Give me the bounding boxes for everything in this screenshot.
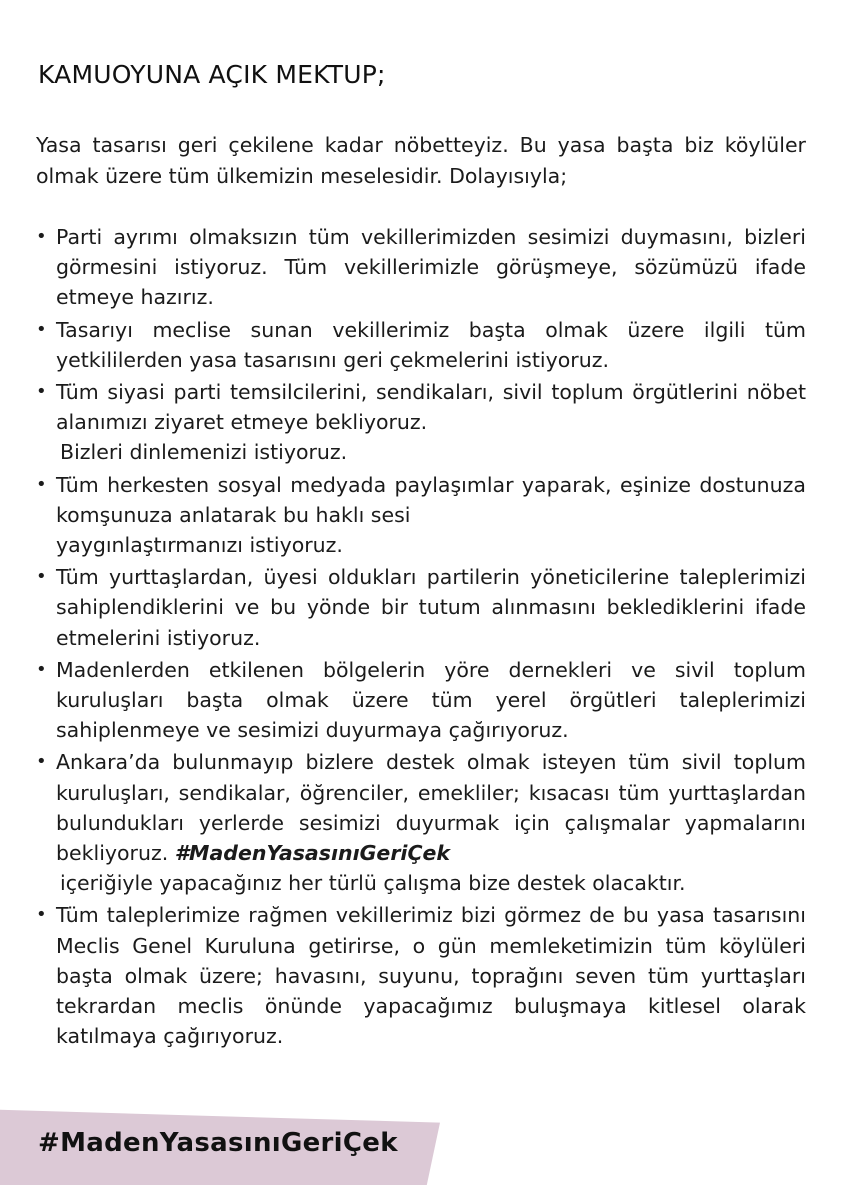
page-title: KAMUOYUNA AÇIK MEKTUP; xyxy=(38,60,386,89)
list-item-text: Parti ayrımı olmaksızın tüm vekillerimizden sesimizi duymasını, bizleri görmesini istiyoruz. Tüm vekillerimizle görüşmeye, sözümüzü ifade etmeye hazırız. xyxy=(56,225,806,310)
list-item xyxy=(36,377,806,468)
list-item xyxy=(36,315,806,375)
list-item-extra: Bizleri dinlemenizi istiyoruz. xyxy=(60,440,348,465)
list-item-text: Tüm siyasi parti temsilcilerini, sendikaları, sivil toplum örgütlerini nöbet alanımızı ziyaret etmeye bekliyoruz. xyxy=(56,380,806,435)
list-item xyxy=(36,900,806,1051)
list-item xyxy=(36,470,806,561)
list-item xyxy=(36,747,806,898)
list-item-text: Tasarıyı meclise sunan vekillerimiz başta olmak üzere ilgili tüm yetkililerden yasa tasarısını geri çekmelerini istiyoruz. xyxy=(56,317,806,372)
intro-paragraph: Yasa tasarısı geri çekilene kadar nöbetteyiz. Bu yasa başta biz köylüler olmak üzere tüm ülkemizin meselesidir. Dolayısıyla; xyxy=(36,133,806,188)
bullet-icon: • xyxy=(36,473,47,495)
bullet-icon: • xyxy=(36,318,47,340)
bullet-icon: • xyxy=(36,658,47,680)
bullet-icon: • xyxy=(36,226,47,247)
list-item xyxy=(36,655,806,746)
inline-hashtag: #MadenYasasınıGeriÇek xyxy=(174,841,451,866)
list-item-extra: içeriğiyle yapacağınız her türlü çalışma bize destek olacaktır. xyxy=(60,871,686,896)
list-item-text: Tüm herkesten sosyal medyada paylaşımlar yaparak, eşinize dostunuza komşunuza anlatarak bu haklı sesi xyxy=(56,472,806,527)
footer-hashtag: #MadenYasasınıGeriÇek xyxy=(38,1128,398,1158)
list-item xyxy=(36,222,806,313)
bullet-icon: • xyxy=(36,381,47,403)
list-item-extra: yaygınlaştırmanızı istiyoruz. xyxy=(56,533,343,558)
list-item-text: Tüm yurttaşlardan, üyesi oldukları partilerin yöneticilerine taleplerimizi sahiplendiklerini ve bu yönde bir tutum alınmasını beklediklerini ifade etmelerini istiyoruz. xyxy=(56,565,806,650)
list-item-text: Madenlerden etkilenen bölgelerin yöre dernekleri ve sivil toplum kuruluşları başta olmak üzere tüm yerel örgütleri taleplerimizi sahiplenmeye ve sesimizi duyurmaya çağırıyoruz. xyxy=(56,657,806,743)
bullet-icon: • xyxy=(36,904,47,926)
bullet-icon: • xyxy=(36,751,47,773)
list-item-text: Ankara’da bulunmayıp bizlere destek olmak isteyen tüm sivil toplum kuruluşları, sendikalar, öğrenciler, emekliler; kısacası tüm yurttaşlardan bulundukları yerlerde sesimizi duyurmak için çalışmalar yapmalarını bekliyoruz. xyxy=(56,750,806,866)
list-item-text: Tüm taleplerimize rağmen vekillerimiz bizi görmez de bu yasa tasarısını Meclis Genel Kuruluna getirirse, o gün memleketimizin tüm köylüleri başta olmak üzere; havasını, suyunu, toprağını seven tüm yurttaşları tekrardan meclis önünde yapacağımız buluşmaya kitlesel olarak katılmaya çağırıyoruz. xyxy=(56,903,806,1049)
demands-list xyxy=(36,222,806,1053)
list-item xyxy=(36,562,806,653)
bullet-icon: • xyxy=(36,566,47,588)
